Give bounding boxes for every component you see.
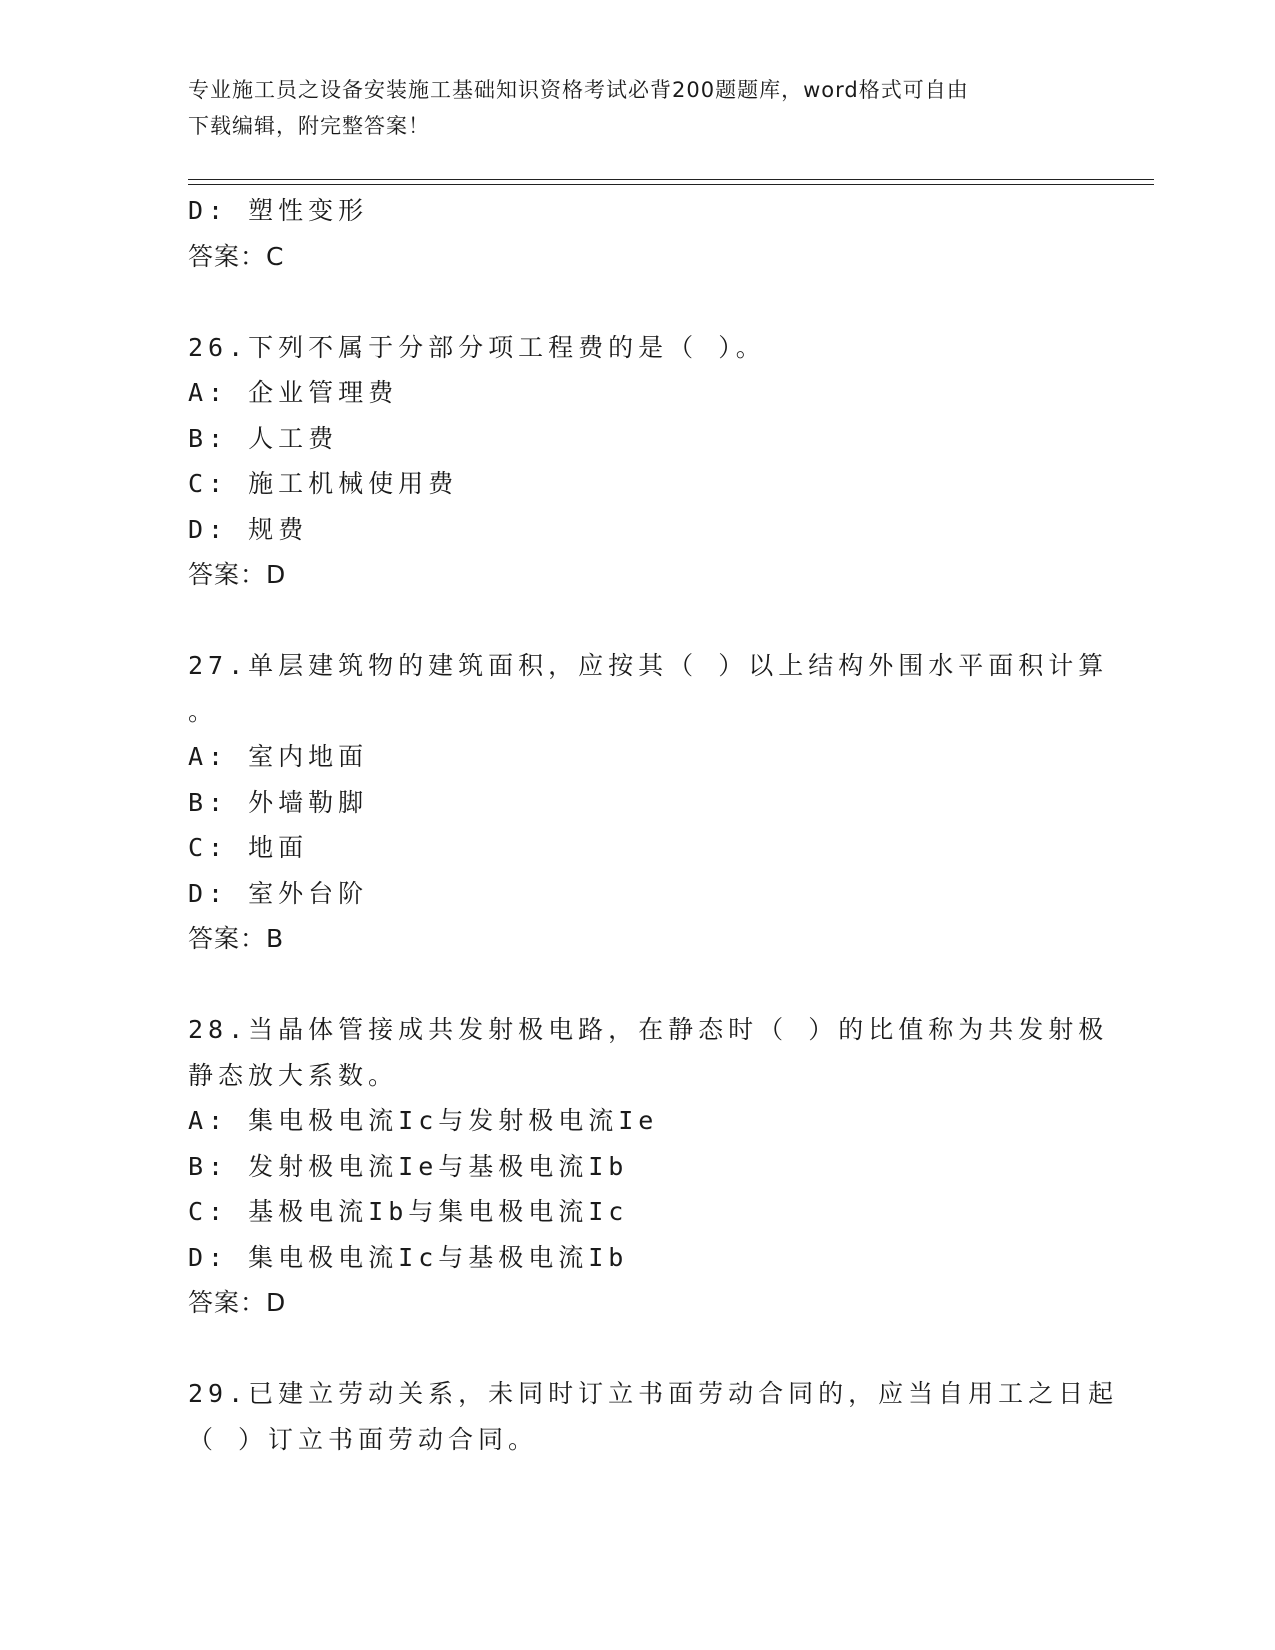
question-stem-continuation: （ ）订立书面劳动合同。 <box>188 1424 539 1454</box>
option-a: A: 企业管理费 <box>188 378 399 407</box>
spacer <box>188 962 1088 1008</box>
question-stem: 27.单层建筑物的建筑面积，应按其（ ）以上结构外围水平面积计算 <box>188 651 1109 680</box>
option-c: C: 施工机械使用费 <box>188 469 459 498</box>
header-divider-bottom <box>188 184 1154 185</box>
question-stem: 28.当晶体管接成共发射极电路，在静态时（ ）的比值称为共发射极 <box>188 1015 1109 1044</box>
header-line-1: 专业施工员之设备安装施工基础知识资格考试必背200题题库，word格式可自由 <box>188 78 969 102</box>
question-28 <box>188 1007 1109 1326</box>
answer: 答案：D <box>188 560 287 589</box>
option-a: A: 集电极电流Ic与发射极电流Ie <box>188 1106 659 1135</box>
answer: 答案：D <box>188 1288 287 1317</box>
option-b: B: 外墙勒脚 <box>188 787 369 817</box>
option-b: B: 发射极电流Ie与基极电流Ib <box>188 1151 629 1181</box>
spacer <box>188 598 1088 644</box>
header-divider-top <box>188 179 1154 180</box>
question-29 <box>188 1371 1119 1462</box>
option-b: B: 人工费 <box>188 423 339 453</box>
question-list <box>188 188 1119 1462</box>
question-26 <box>188 325 1088 598</box>
question-stem-continuation: 静态放大系数。 <box>188 1060 399 1090</box>
option-d: D: 塑性变形 <box>188 196 369 225</box>
header-line-2: 下载编辑，附完整答案！ <box>188 114 430 138</box>
question-fragment <box>188 188 1088 279</box>
spacer <box>188 1326 1088 1372</box>
question-stem-continuation: 。 <box>188 696 219 726</box>
question-stem: 29.已建立劳动关系，未同时订立书面劳动合同的，应当自用工之日起 <box>188 1379 1119 1408</box>
answer: 答案：B <box>188 924 285 953</box>
option-d: D: 规费 <box>188 514 309 544</box>
question-stem: 26.下列不属于分部分项工程费的是（ ）。 <box>188 332 766 362</box>
question-27 <box>188 643 1109 962</box>
option-a: A: 室内地面 <box>188 742 369 771</box>
option-c: C: 基极电流Ib与集电极电流Ic <box>188 1197 629 1226</box>
option-d: D: 集电极电流Ic与基极电流Ib <box>188 1242 629 1272</box>
option-d: D: 室外台阶 <box>188 878 369 908</box>
option-c: C: 地面 <box>188 833 309 862</box>
document-header <box>188 72 1088 144</box>
answer: 答案：C <box>188 241 285 271</box>
spacer <box>188 279 1088 325</box>
